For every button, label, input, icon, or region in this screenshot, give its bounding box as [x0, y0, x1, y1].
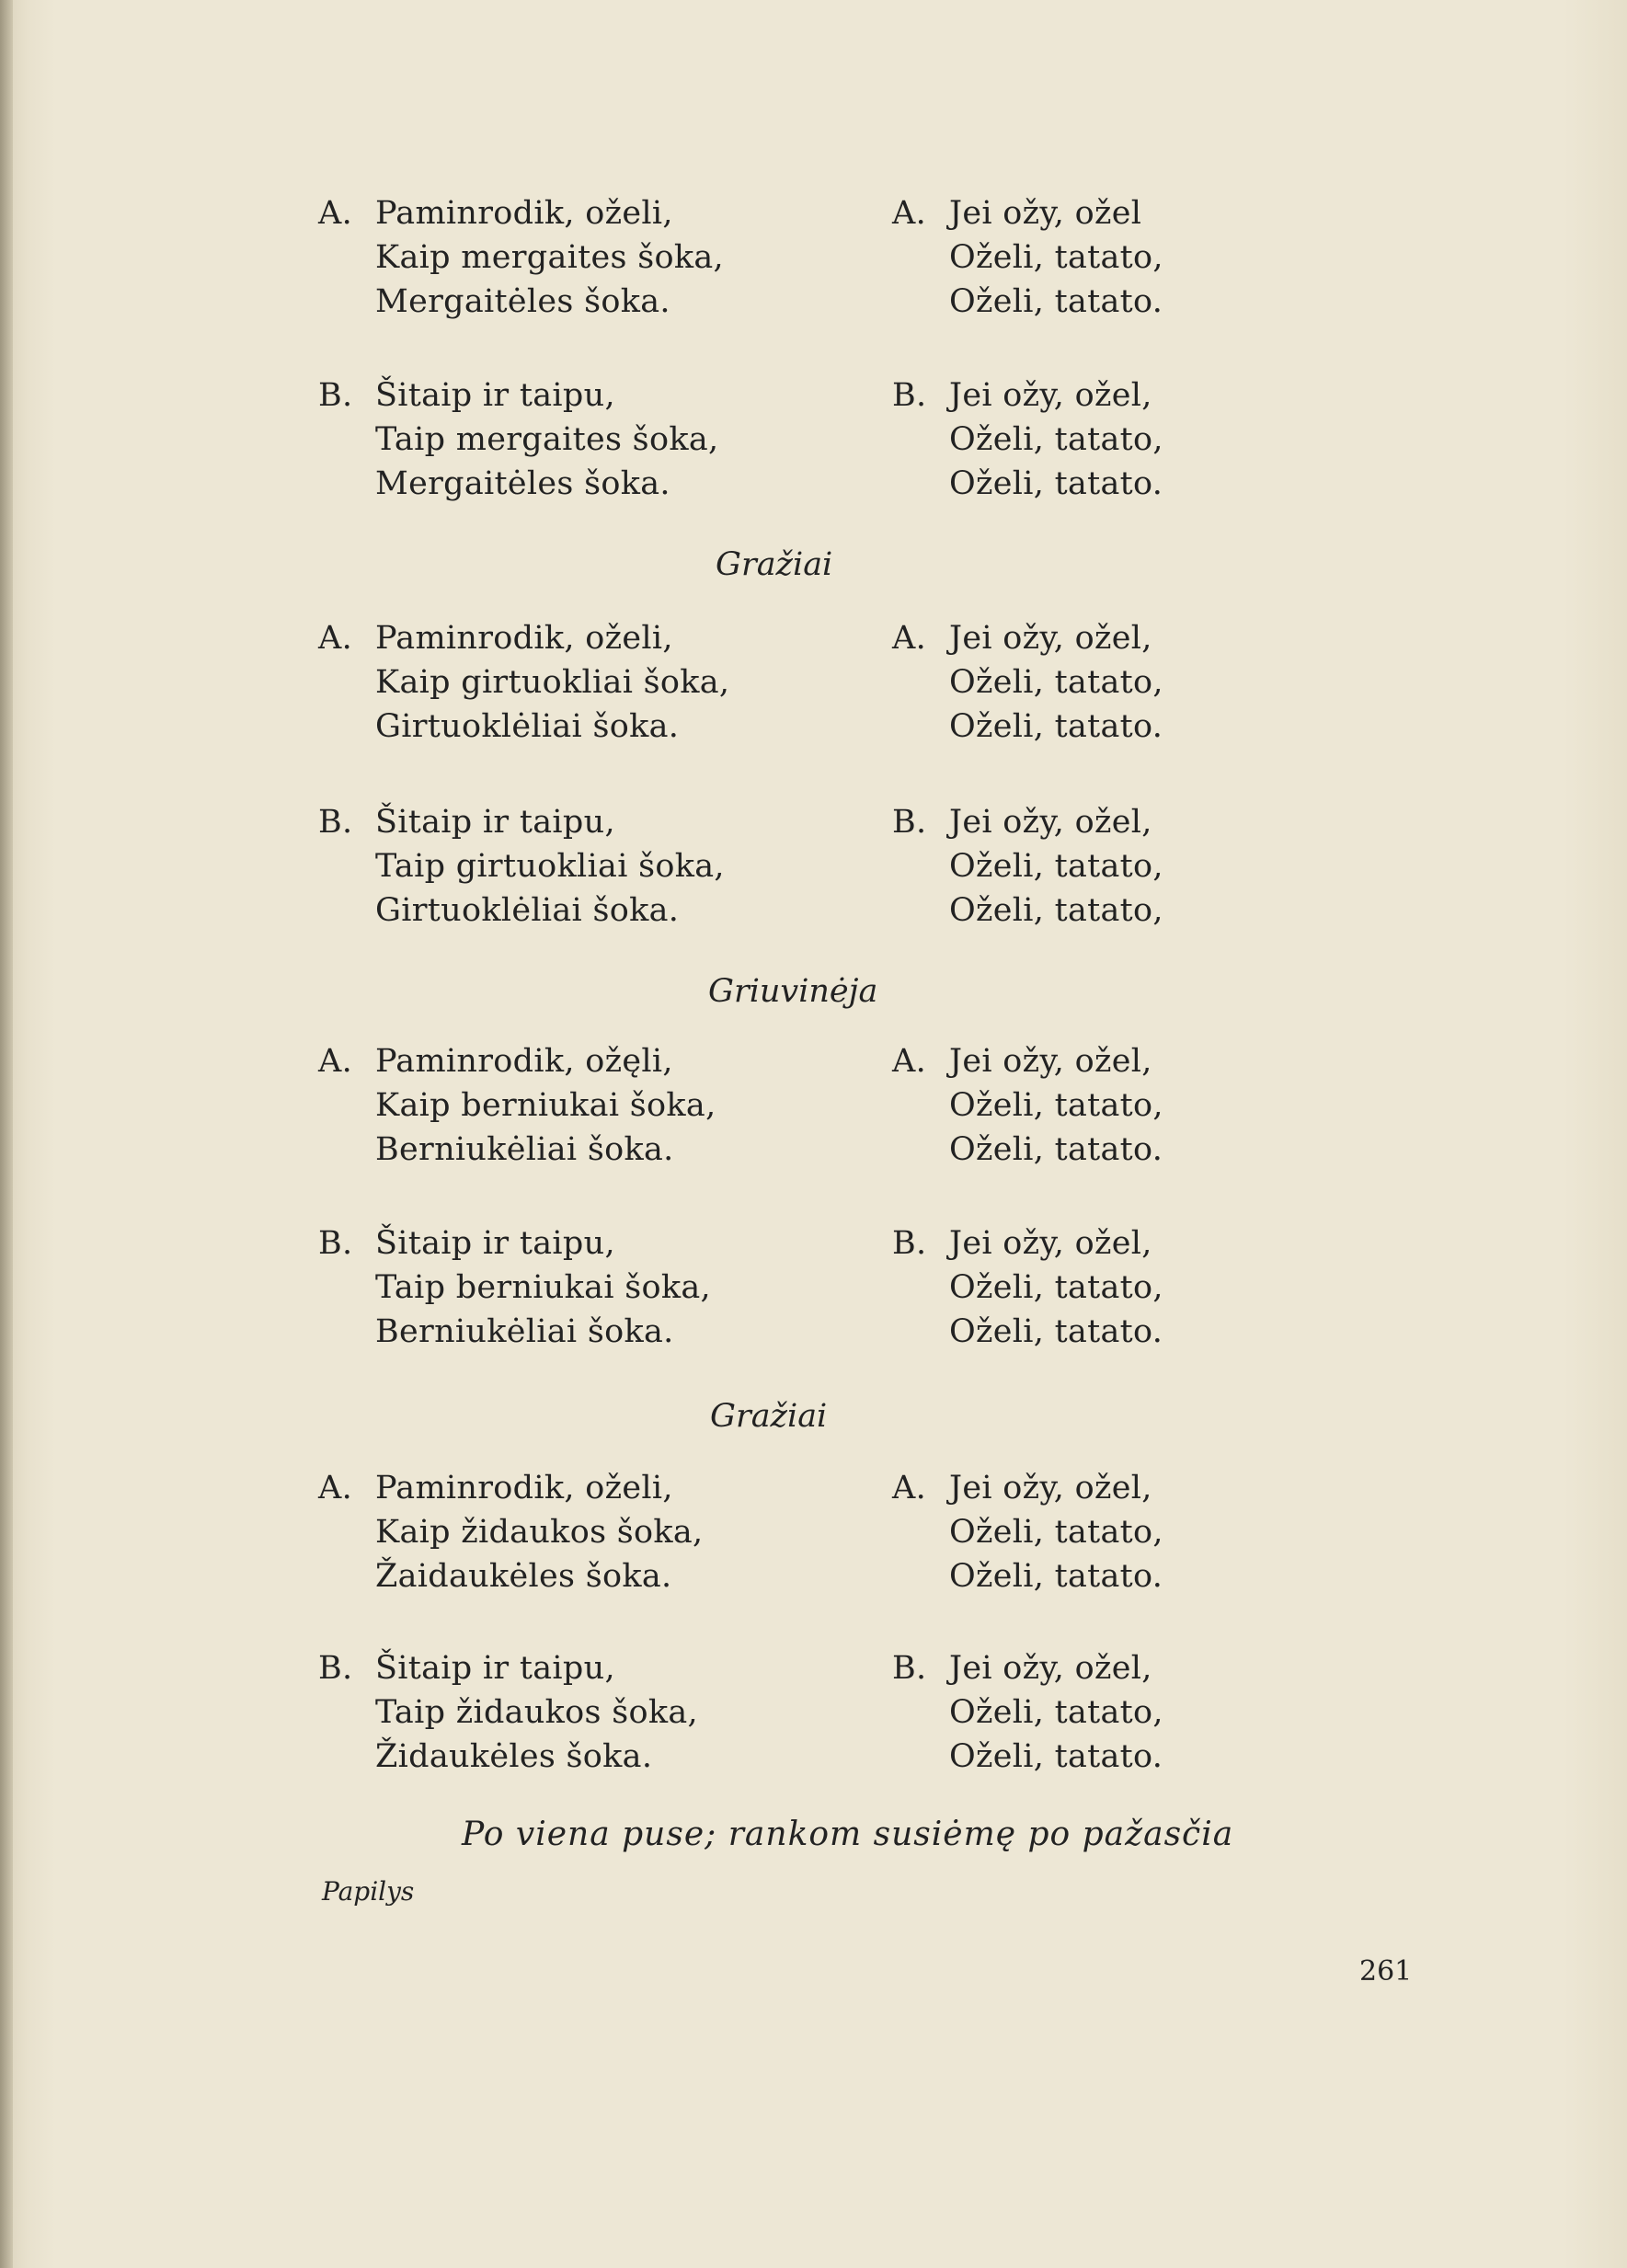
verse-line: Taip mergaites šoka,	[375, 421, 719, 458]
verse-line: Oželi, tatato.	[949, 465, 1163, 502]
verse-line: A. Jei ožy, ožel,	[892, 1039, 1334, 1083]
verse-line: B. Jei ožy, ožel,	[892, 1646, 1334, 1690]
verse-label: A.	[318, 620, 353, 657]
verse-line: B. Šitaip ir taipu,	[318, 1221, 833, 1266]
verse-label: B.	[318, 377, 353, 414]
verse-label: A.	[892, 1043, 927, 1080]
verse-line: Oželi, tatato.	[949, 1558, 1163, 1595]
verse-line: Oželi, tatato,	[949, 239, 1163, 276]
verse-line: A. Jei ožy, ožel,	[892, 1466, 1334, 1510]
verse-label: A.	[318, 1043, 353, 1080]
section-heading: Griuvinėja	[708, 973, 878, 1010]
verse-line: B. Jei ožy, ožel,	[892, 373, 1334, 418]
verse-line: Kaip berniukai šoka,	[375, 1087, 716, 1124]
dance-instruction: Po viena puse; rankom susiėmę po pažasčia	[462, 1816, 1234, 1853]
verse-line: Oželi, tatato.	[949, 1313, 1163, 1350]
verse-line: A. Jei ožy, ožel,	[892, 616, 1334, 660]
verse-line: Oželi, tatato,	[949, 1087, 1163, 1124]
verse-label: A.	[318, 1470, 353, 1506]
verse-a-left	[318, 616, 833, 749]
verse-line: Kaip židaukos šoka,	[375, 1514, 704, 1551]
verse-line: Taip berniukai šoka,	[375, 1269, 711, 1306]
verse-line: Berniukėliai šoka.	[375, 1131, 674, 1168]
verse-label: B.	[318, 1650, 353, 1687]
verse-label: A.	[318, 195, 353, 232]
verse-label: B.	[892, 1650, 927, 1687]
verse-line: A. Paminrodik, oželi,	[318, 616, 833, 660]
verse-a-left	[318, 1466, 833, 1598]
verse-label: A.	[892, 1470, 927, 1506]
verse-b-left	[318, 1646, 833, 1779]
verse-line: Mergaitėles šoka.	[375, 283, 670, 320]
verse-line: Oželi, tatato,	[949, 892, 1163, 929]
refrain-b-right	[892, 1221, 1334, 1354]
verse-b-left	[318, 1221, 833, 1354]
verse-line: B. Šitaip ir taipu,	[318, 800, 833, 844]
verse-line: Taip girtuokliai šoka,	[375, 848, 725, 885]
verse-label: A.	[892, 195, 927, 232]
verse-line: Girtuoklėliai šoka.	[375, 892, 680, 929]
refrain-b-right	[892, 800, 1334, 933]
refrain-b-right	[892, 1646, 1334, 1779]
verse-line: Židaukėles šoka.	[375, 1738, 653, 1775]
verse-line: Oželi, tatato,	[949, 1269, 1163, 1306]
verse-line: B. Jei ožy, ožel,	[892, 800, 1334, 844]
verse-line: Žaidaukėles šoka.	[375, 1558, 672, 1595]
verse-line: Oželi, tatato.	[949, 283, 1163, 320]
verse-label: B.	[892, 377, 927, 414]
verse-label: A.	[892, 620, 927, 657]
verse-line: Mergaitėles šoka.	[375, 465, 670, 502]
verse-b-left	[318, 800, 833, 933]
refrain-a-right	[892, 191, 1334, 324]
verse-line: Kaip girtuokliai šoka,	[375, 664, 730, 701]
verse-line: A. Paminrodik, ožęli,	[318, 1039, 833, 1083]
refrain-b-right	[892, 373, 1334, 506]
verse-label: B.	[318, 804, 353, 841]
page-number: 261	[1359, 1955, 1413, 1987]
page-gutter	[0, 0, 13, 2268]
verse-line: Kaip mergaites šoka,	[375, 239, 724, 276]
verse-line: A. Paminrodik, oželi,	[318, 1466, 833, 1510]
verse-line: Oželi, tatato,	[949, 421, 1163, 458]
verse-label: B.	[318, 1225, 353, 1262]
verse-label: B.	[892, 804, 927, 841]
verse-line: Oželi, tatato.	[949, 1131, 1163, 1168]
verse-line: B. Šitaip ir taipu,	[318, 1646, 833, 1690]
verse-line: A. Paminrodik, oželi,	[318, 191, 833, 235]
verse-a-left	[318, 1039, 833, 1172]
refrain-a-right	[892, 1466, 1334, 1598]
verse-line: Oželi, tatato,	[949, 848, 1163, 885]
verse-line: Girtuoklėliai šoka.	[375, 708, 680, 745]
verse-line: A. Jei ožy, ožel	[892, 191, 1334, 235]
verse-label: B.	[892, 1225, 927, 1262]
verse-line: Berniukėliai šoka.	[375, 1313, 674, 1350]
refrain-a-right	[892, 616, 1334, 749]
verse-line: B. Šitaip ir taipu,	[318, 373, 833, 418]
verse-line: Oželi, tatato,	[949, 664, 1163, 701]
section-heading: Gražiai	[716, 546, 833, 583]
refrain-a-right	[892, 1039, 1334, 1172]
verse-line: B. Jei ožy, ožel,	[892, 1221, 1334, 1266]
verse-line: Oželi, tatato.	[949, 708, 1163, 745]
section-heading: Gražiai	[710, 1398, 828, 1435]
verse-line: Oželi, tatato,	[949, 1694, 1163, 1731]
verse-line: Oželi, tatato,	[949, 1514, 1163, 1551]
place-name: Papilys	[322, 1876, 415, 1907]
verse-line: Oželi, tatato.	[949, 1738, 1163, 1775]
verse-a-left	[318, 191, 833, 324]
verse-line: Taip židaukos šoka,	[375, 1694, 698, 1731]
verse-b-left	[318, 373, 833, 506]
